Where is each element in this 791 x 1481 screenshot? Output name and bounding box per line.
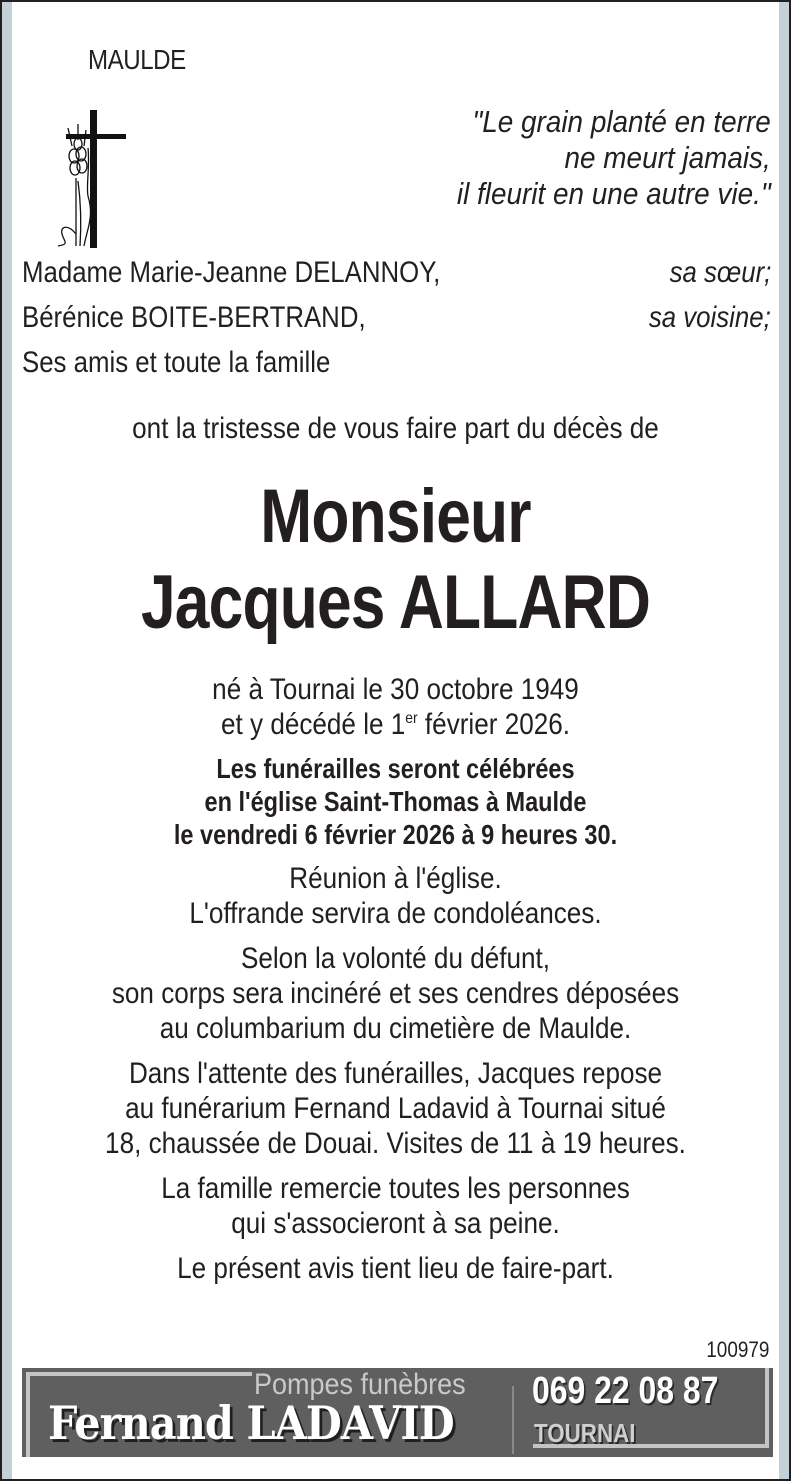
birth-line: né à Tournai le 30 octobre 1949 xyxy=(212,673,579,706)
visitation-line: Dans l'attente des funérailles, Jacques repose xyxy=(128,1057,663,1090)
death-line-prefix: et y décédé le 1 xyxy=(220,708,406,741)
visitation-line: 18, chaussée de Douai. Visites de 11 à 19 heures. xyxy=(105,1127,686,1160)
banner-frame xyxy=(26,1372,252,1376)
quote-line: ne meurt jamais, xyxy=(564,140,771,175)
cremation-line: au columbarium du cimetière de Maulde. xyxy=(159,1012,632,1045)
cremation-line: son corps sera incinéré et ses cendres déposées xyxy=(111,977,680,1010)
funeral-home-banner xyxy=(22,1368,773,1457)
life-dates xyxy=(2,672,789,742)
visitation-line: au funérarium Fernand Ladavid à Tournai situé xyxy=(125,1092,666,1125)
funeral-home-phone: 069 22 08 87 xyxy=(532,1370,719,1412)
family-member-relation: sa sœur; xyxy=(669,256,771,289)
family-member-name: Ses amis et toute la famille xyxy=(22,346,331,379)
thanks-message xyxy=(2,1171,789,1241)
family-member-name: Madame Marie-Jeanne DELANNOY, xyxy=(22,256,441,289)
quote-line: il fleurit en une autre vie." xyxy=(457,176,771,211)
closing-line: Le présent avis tient lieu de faire-part. xyxy=(177,1252,614,1285)
banner-frame xyxy=(26,1372,30,1457)
funeral-home-name: Fernand LADAVID xyxy=(48,1396,454,1450)
thanks-line: qui s'associeront à sa peine. xyxy=(231,1207,560,1240)
family-list xyxy=(22,250,771,385)
location-heading: MAULDE xyxy=(88,44,186,75)
death-line xyxy=(53,707,738,742)
reference-number: 100979 xyxy=(705,1337,769,1362)
meeting-line: L'offrande servira de condoléances. xyxy=(189,897,602,930)
death-line-suffix: février 2026. xyxy=(417,708,571,741)
closing-message xyxy=(2,1251,789,1286)
quote-line: "Le grain planté en terre xyxy=(472,104,771,139)
family-member xyxy=(22,340,771,385)
banner-divider xyxy=(512,1386,514,1454)
family-member xyxy=(22,295,771,340)
deceased-full-name: Jacques ALLARD xyxy=(140,560,651,645)
funeral-line: en l'église Saint-Thomas à Maulde xyxy=(204,786,587,817)
cremation-line: Selon la volonté du défunt, xyxy=(240,942,551,975)
banner-frame xyxy=(765,1368,769,1448)
thanks-line: La famille remercie toutes les personnes xyxy=(161,1172,630,1205)
cremation-details xyxy=(2,941,789,1046)
notice-body xyxy=(2,672,789,1296)
funeral-home-city: TOURNAI xyxy=(534,1418,636,1448)
family-member-name: Bérénice BOITE-BERTRAND, xyxy=(22,301,366,334)
deceased-title: Monsieur xyxy=(260,474,531,559)
family-member-relation: sa voisine; xyxy=(649,301,771,334)
epitaph-quote xyxy=(457,104,771,212)
funeral-line: Les funérailles seront célébrées xyxy=(216,753,575,784)
announcement-text: ont la tristesse de vous faire part du décès de xyxy=(132,412,659,445)
funeral-line: le vendredi 6 février 2026 à 9 heures 30. xyxy=(173,819,618,850)
cross-with-wheat-icon xyxy=(54,106,130,250)
banner-label: Pompes funèbres xyxy=(254,1368,466,1401)
funeral-details xyxy=(2,752,789,851)
death-line-superscript: er xyxy=(405,710,418,727)
deceased-name-block xyxy=(2,474,789,646)
family-member xyxy=(22,250,771,295)
meeting-details xyxy=(2,861,789,931)
visitation-details xyxy=(2,1056,789,1161)
meeting-line: Réunion à l'église. xyxy=(289,862,502,895)
